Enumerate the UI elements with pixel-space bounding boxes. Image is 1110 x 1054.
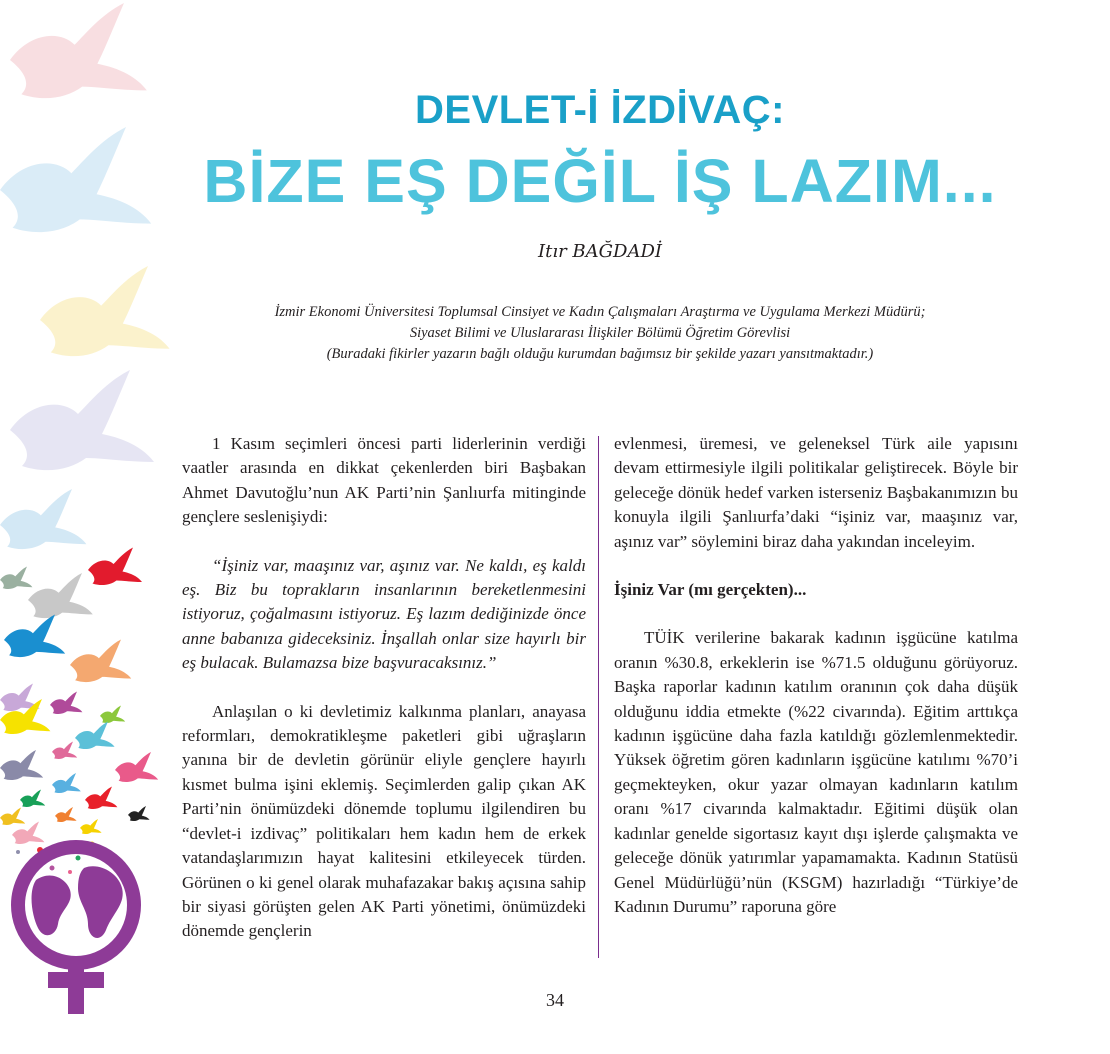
- dove-icon: [115, 752, 158, 782]
- affiliation-line: Siyaset Bilimi ve Uluslararası İlişkiler Bölümü Öğretim Görevlisi: [409, 325, 791, 341]
- dove-icon: [10, 3, 147, 98]
- dove-icon: [12, 822, 44, 845]
- affiliation-line: İzmir Ekonomi Üniversitesi Toplumsal Cinsiyet ve Kadın Çalışmaları Araştırma ve Uygulama Merkezi Müdürü;: [274, 304, 926, 320]
- dove-icon: [0, 808, 25, 826]
- dove-icon: [100, 706, 125, 724]
- dove-icon: [70, 640, 131, 683]
- dove-icon: [20, 790, 45, 808]
- dove-icon: [10, 370, 154, 470]
- dove-icon: [55, 807, 77, 822]
- title-line-1: DEVLET-İ İZDİVAÇ:: [415, 88, 785, 132]
- dove-icon: [28, 573, 93, 618]
- venus-symbol-icon: [18, 847, 134, 1014]
- author-name: Itır BAĞDADİ: [537, 241, 662, 262]
- dove-icon: [52, 773, 81, 793]
- right-column: [614, 432, 1018, 919]
- dove-icon: [0, 750, 43, 780]
- body-paragraph: 1 Kasım seçimleri öncesi parti liderlerinin verdiği vaatler arasında en dikkat çekenlerden biri Başbakan Ahmet Davutoğlu’nun AK Parti’nin Şanlıurfa mitinginde gençlere seslenişiydi:: [182, 434, 586, 527]
- dove-icon: [0, 127, 151, 232]
- left-column: [182, 432, 586, 944]
- body-paragraph: evlenmesi, üremesi, ve geleneksel Türk aile yapısını devam ettirmesiyle ilgili politikalar geliştirecek. Böyle bir geleceğe dönük hedef varken isterseniz Başbakanımızın bu konuyla ilgili Şanlıurfa’daki “işiniz var, maaşınız var, aşınız var” söylemini biraz daha yakından inceleyim.: [614, 434, 1018, 551]
- affiliation-block: [180, 302, 1020, 365]
- dove-icon: [4, 615, 65, 658]
- dove-icon: [0, 489, 86, 549]
- section-heading: İşiniz Var (mı gerçekten)...: [614, 580, 807, 600]
- dove-icon: [75, 722, 115, 750]
- dove-icon: [85, 787, 117, 810]
- page-number: 34: [546, 990, 564, 1010]
- dove-icon: [50, 692, 82, 715]
- dove-icon: [40, 266, 170, 356]
- body-paragraph: Anlaşılan o ki devletimiz kalkınma planları, anayasa reformları, demokratikleşme paketleri gibi uğraşların yanına bir de devletin görünür eliyle gençlere hayırlı kısmet bulma işini eklemiş. Seçimlerden galip çıkan AK Parti’nin önümüzdeki dönemde toplumu ilgilendiren bu “devlet-i izdivaç” politikaları hem kadın hem de erkek vatandaşlarımızın hayat kalitesini etkileyecek türden. Görünen o ki genel olarak muhafazakar bakış açısına sahip bir siyasi görüşten gelen AK Parti yönetimi, önümüzdeki dönemde gençlerin: [182, 701, 586, 941]
- dove-icon: [88, 548, 142, 586]
- disclaimer-line: (Buradaki fikirler yazarın bağlı olduğu kurumdan bağımsız bir şekilde yazarı yansıtmaktadır.): [326, 346, 874, 362]
- quote-paragraph: “İşiniz var, maaşınız var, aşınız var. Ne kaldı, eş kaldı eş. Biz bu toprakların insanlarının bereketlenmesini istiyoruz, çoğalmasını istiyoruz. Eş lazım dediğinizde önce anne babanıza gideceksiniz. İnşallah onlar size hayırlı bir eş bulacak. Bulamazsa bize başvuracaksınız.”: [182, 555, 586, 673]
- dove-icon: [52, 742, 77, 760]
- title-line-2: BİZE EŞ DEĞİL İŞ LAZIM...: [203, 147, 997, 215]
- dove-icon: [80, 819, 102, 834]
- dove-icon: [0, 567, 32, 590]
- dove-icon: [128, 806, 150, 821]
- column-divider: [598, 436, 599, 958]
- body-paragraph: TÜİK verilerine bakarak kadının işgücüne katılma oranın %30.8, erkeklerin ise %71.5 olduğunu görüyoruz. Başka raporlar kadının katılım oranının çok daha düşük olduğunu iddia etmekte (%22 civarında). Eğitim arttıkça kadının işgücüne daha fazla katıldığı gözlemlenmektedir. Yüksek öğretim gören kadınların işgücüne katılımı %70’i geçmekteyken, okur yazar olmayan kadınların katılım oranı %17 civarında kalmaktadır. Eğitimi düşük olan kadınlar genelde sigortasız kayıt dışı işlerde çalışmakta ve geleceğe dönük yatırımlar yapamamakta. Kadının Statüsü Genel Müdürlüğü’nün (KSGM) hazırladığı “Türkiye’de Kadının Durumu” raporuna göre: [614, 628, 1018, 916]
